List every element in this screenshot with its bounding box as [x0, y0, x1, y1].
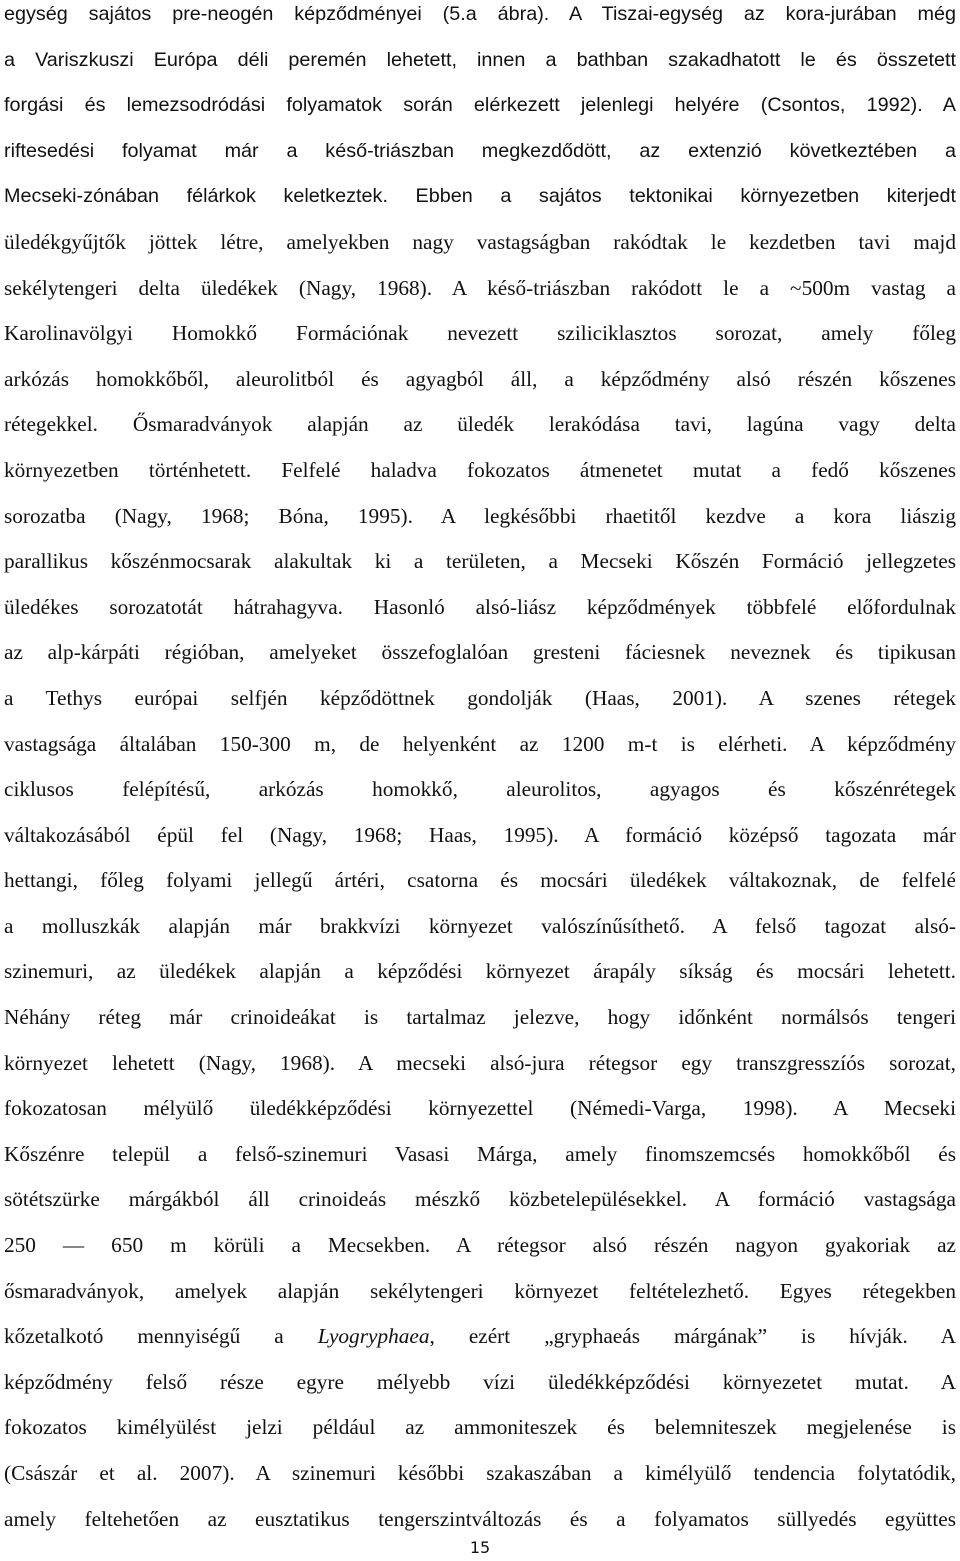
- text-line: környezet lehetett (Nagy, 1968). A mecseki alsó-jura rétegsor egy transzgresszíós sorozat,: [4, 1050, 956, 1075]
- text-line: a Variszkuszi Európa déli peremén lehetett, innen a bathban szakadhatott le és összetett: [4, 48, 956, 71]
- text-line: 250 ― 650 m körüli a Mecsekben. A rétegsor alsó részén nagyon gyakoriak az: [4, 1233, 956, 1258]
- text-line: képződmény felső része egyre mélyebb vízi üledékképződési környezetet mutat. A: [4, 1369, 956, 1394]
- text-line: riftesedési folyamat már a késő-triászban megkezdődött, az extenzió következtében a: [4, 139, 956, 162]
- text-line: a molluszkák alapján már brakkvízi környezet valószínűsíthető. A felső tagozat alsó-: [4, 913, 956, 938]
- text-line: amely feltehetően az eusztatikus tengerszintváltozás és a folyamatos süllyedés együttes: [4, 1506, 956, 1531]
- text-line: sorozatba (Nagy, 1968; Bóna, 1995). A legkésőbbi rhaetitől kezdve a kora liászig: [4, 503, 956, 528]
- text-line: környezetben történhetett. Felfelé haladva fokozatos átmenetet mutat a fedő kőszenes: [4, 457, 956, 482]
- text-line: fokozatos kimélyülést jelzi például az ammoniteszek és belemniteszek megjelenése is: [4, 1415, 956, 1440]
- text-line: ősmaradványok, amelyek alapján sekélytengeri környezet feltételezhető. Egyes rétegekben: [4, 1278, 956, 1303]
- text-line: forgási és lemezsodródási folyamatok során elérkezett jelenlegi helyére (Csontos, 1992). A: [4, 94, 956, 117]
- body-paragraph: [4, 0, 956, 1542]
- text-line: arkózás homokkőből, aleurolitból és agyagból áll, a képződmény alsó részén kőszenes: [4, 366, 956, 391]
- text-line: Karolinavölgyi Homokkő Formációnak nevezett sziliciklasztos sorozat, amely főleg: [4, 321, 956, 346]
- text-line: vastagsága általában 150-300 m, de helyenként az 1200 m-t is elérheti. A képződmény: [4, 731, 956, 756]
- text-line: Néhány réteg már crinoideákat is tartalmaz jelezve, hogy időnként normálsós tengeri: [4, 1005, 956, 1030]
- text-line: rétegekkel. Ősmaradványok alapján az üledék lerakódása tavi, lagúna vagy delta: [4, 412, 956, 437]
- text-line: Mecseki-zónában félárkok keletkeztek. Ebben a sajátos tektonikai környezetben kiterjedt: [4, 185, 956, 208]
- text-line: hettangi, főleg folyami jellegű ártéri, csatorna és mocsári üledékek váltakoznak, de felfelé: [4, 868, 956, 893]
- text-line: sekélytengeri delta üledékek (Nagy, 1968). A késő-triászban rakódott le a ~500m vastag a: [4, 275, 956, 300]
- italic-taxon-name: Lyogryphaea: [317, 1324, 430, 1349]
- text-line: Kőszénre települ a felső-szinemuri Vasasi Márga, amely finomszemcsés homokkőből és: [4, 1141, 956, 1166]
- text-line: ciklusos felépítésű, arkózás homokkő, aleurolitos, agyagos és kőszénrétegek: [4, 777, 956, 802]
- text-segment: kőzetalkotó mennyiségű a: [4, 1324, 318, 1349]
- text-line: váltakozásából épül fel (Nagy, 1968; Haas, 1995). A formáció középső tagozata már: [4, 822, 956, 847]
- text-line: parallikus kőszénmocsarak alakultak ki a területen, a Mecseki Kőszén Formáció jellegzetes: [4, 549, 956, 574]
- text-line: (Császár et al. 2007). A szinemuri későbbi szakaszában a kimélyülő tendencia folytatódik,: [4, 1461, 956, 1485]
- text-line: az alp-kárpáti régióban, amelyeket összefoglalóan gresteni fáciesnek neveznek és tipikusan: [4, 640, 956, 665]
- text-line: üledékes sorozatotát hátrahagyva. Hasonló alsó-liász képződmények többfelé előfordulnak: [4, 594, 956, 619]
- text-line: sötétszürke márgákból áll crinoideás mészkő közbetelepülésekkel. A formáció vastagsága: [4, 1187, 956, 1212]
- page-number: 15: [469, 1538, 491, 1557]
- text-segment: , ezért „gryphaeás márgának” is hívják. A: [429, 1324, 956, 1349]
- text-line: fokozatosan mélyülő üledékképződési környezettel (Némedi-Varga, 1998). A Mecseki: [4, 1096, 956, 1121]
- text-line: egység sajátos pre-neogén képződményei (5.a ábra). A Tiszai-egység az kora-jurában még: [4, 3, 956, 25]
- text-line: a Tethys európai selfjén képződöttnek gondolják (Haas, 2001). A szenes rétegek: [4, 685, 956, 710]
- text-line: szinemuri, az üledékek alapján a képződési környezet árapály síkság és mocsári lehetett.: [4, 959, 956, 984]
- text-line: [4, 1314, 956, 1360]
- text-line: üledékgyűjtők jöttek létre, amelyekben nagy vastagságban rakódtak le kezdetben tavi majd: [4, 229, 956, 254]
